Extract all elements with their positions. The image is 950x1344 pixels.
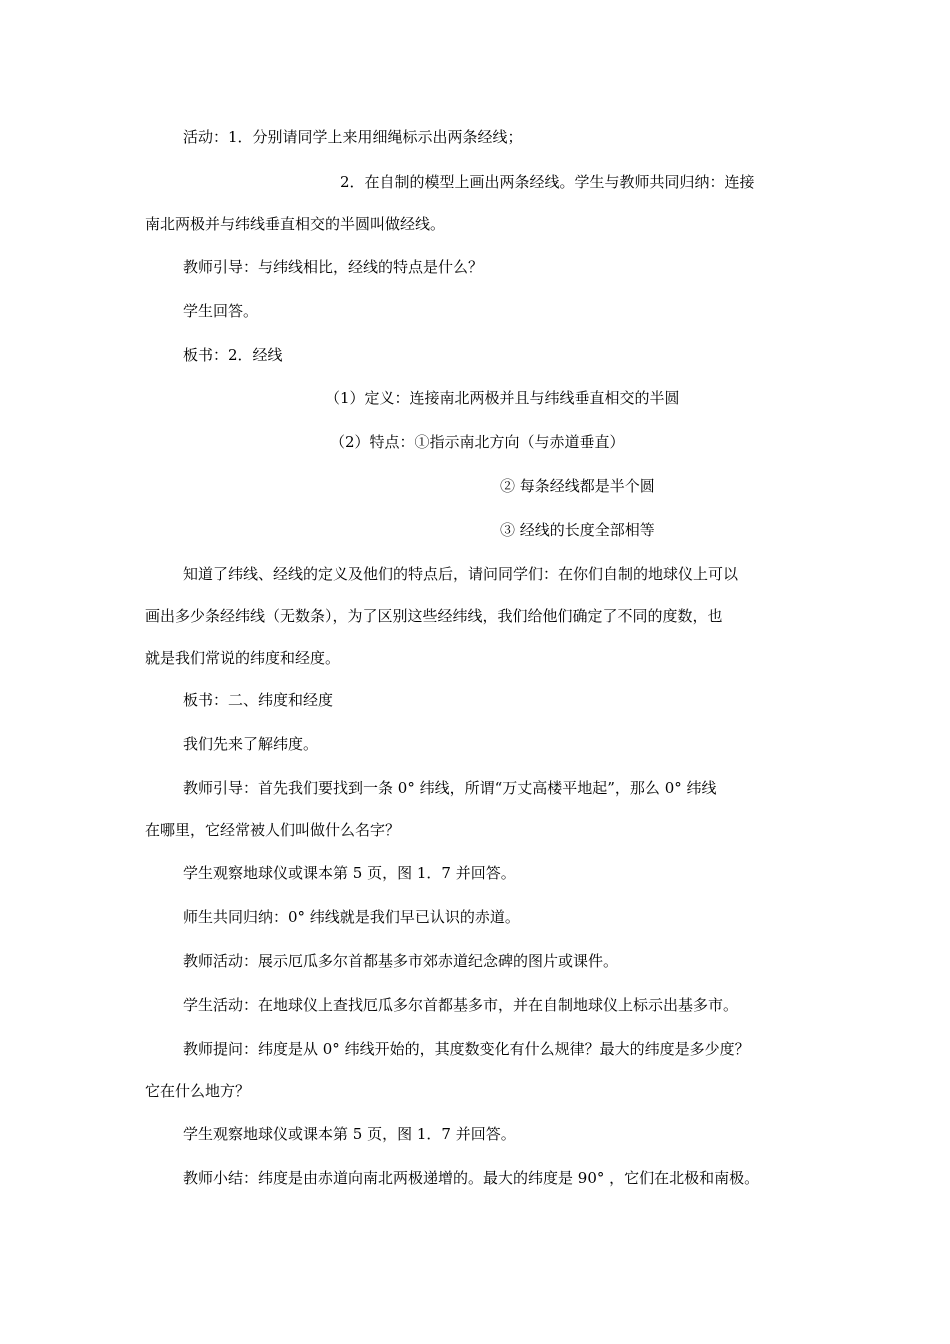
text-line-10: ③ 经线的长度全部相等 bbox=[500, 521, 655, 539]
text-line-20: 教师活动：展示厄瓜多尔首都基多市郊赤道纪念碑的图片或课件。 bbox=[183, 952, 619, 970]
text-line-14: 板书：二、纬度和经度 bbox=[183, 691, 334, 709]
text-line-22: 教师提问：纬度是从 0° 纬线开始的，其度数变化有什么规律？最大的纬度是多少度？ bbox=[183, 1040, 750, 1058]
text-line-13: 就是我们常说的纬度和经度。 bbox=[145, 649, 341, 667]
text-line-3: 南北两极并与纬线垂直相交的半圆叫做经线。 bbox=[145, 215, 446, 233]
text-line-23: 它在什么地方？ bbox=[145, 1082, 251, 1100]
text-line-8: （2）特点：①指示南北方向（与赤道垂直） bbox=[330, 433, 625, 451]
text-line-17: 在哪里，它经常被人们叫做什么名字？ bbox=[145, 821, 401, 839]
text-line-24: 学生观察地球仪或课本第 5 页，图 1．7 并回答。 bbox=[183, 1125, 516, 1143]
text-line-2: 2．在自制的模型上画出两条经线。学生与教师共同归纳：连接 bbox=[340, 173, 755, 191]
text-line-25: 教师小结：纬度是由赤道向南北两极递增的。最大的纬度是 90° ，它们在北极和南极。 bbox=[183, 1169, 760, 1187]
text-line-6: 板书：2．经线 bbox=[183, 346, 283, 364]
text-line-7: （1）定义：连接南北两极并且与纬线垂直相交的半圆 bbox=[325, 389, 680, 407]
text-line-15: 我们先来了解纬度。 bbox=[183, 735, 319, 753]
text-line-21: 学生活动：在地球仪上查找厄瓜多尔首都基多市，并在自制地球仪上标示出基多市。 bbox=[183, 996, 739, 1014]
text-line-19: 师生共同归纳：0° 纬线就是我们早已认识的赤道。 bbox=[183, 908, 520, 926]
text-line-1: 活动：1．分别请同学上来用细绳标示出两条经线； bbox=[183, 128, 523, 146]
text-line-18: 学生观察地球仪或课本第 5 页，图 1．7 并回答。 bbox=[183, 864, 516, 882]
text-line-9: ② 每条经线都是半个圆 bbox=[500, 477, 655, 495]
text-line-16: 教师引导：首先我们要找到一条 0° 纬线，所谓“万丈高楼平地起”，那么 0° 纬线 bbox=[183, 779, 717, 797]
text-line-11: 知道了纬线、经线的定义及他们的特点后，请问同学们：在你们自制的地球仪上可以 bbox=[183, 565, 739, 583]
text-line-5: 学生回答。 bbox=[183, 302, 259, 320]
text-line-12: 画出多少条经纬线（无数条），为了区别这些经纬线，我们给他们确定了不同的度数，也 bbox=[145, 607, 723, 625]
text-line-4: 教师引导：与纬线相比，经线的特点是什么？ bbox=[183, 258, 484, 276]
